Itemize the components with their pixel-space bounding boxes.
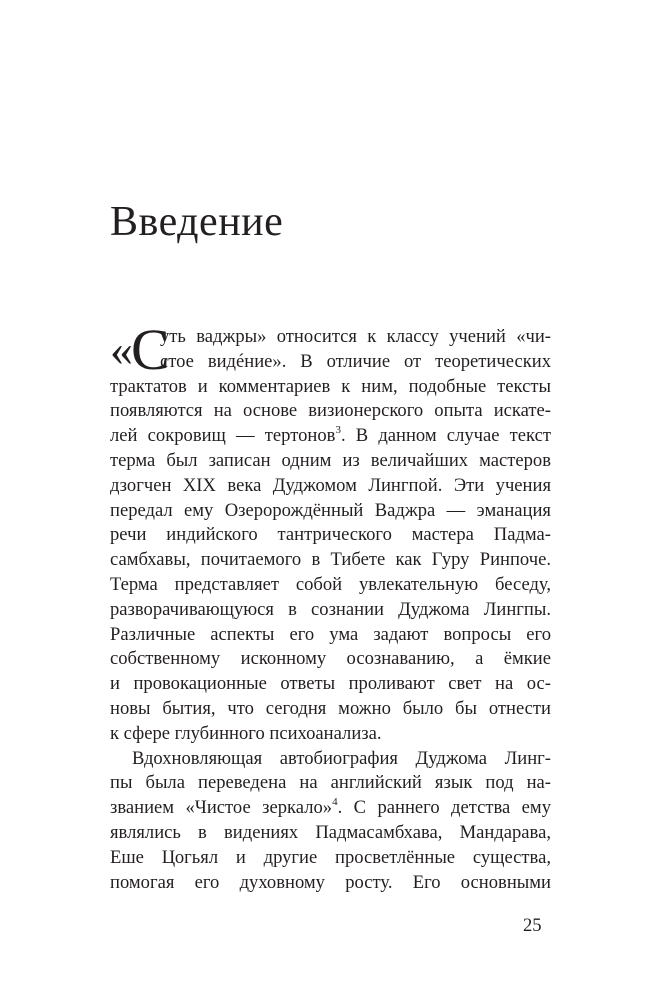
text-line: самбхавы, почитаемого в Тибете как Гуру Ринпоче. [110, 549, 551, 571]
text-line: и провокационные ответы проливают свет на ос- [110, 673, 551, 695]
text-line: Различные аспекты его ума задают вопросы его [110, 623, 551, 645]
page-number: 25 [523, 915, 542, 936]
footnote-marker: 4 [332, 796, 338, 809]
chapter-title: Введение [110, 199, 284, 245]
text-fragment: . С раннего детства ему [337, 797, 551, 819]
body-text [110, 325, 551, 895]
paragraph-1 [110, 325, 551, 747]
text-line: терма был записан одним из величайших мастеров [110, 449, 551, 471]
text-line: речи индийского тантрического мастера Падма- [110, 524, 551, 546]
drop-cap-letter: С [131, 317, 170, 382]
text-line: разворачивающуюся в сознании Дуджома Лингпы. [110, 598, 551, 620]
text-line: появляются на основе визионерского опыта искате- [110, 400, 551, 422]
text-line: Терма представляет собой увлекательную беседу, [110, 573, 551, 595]
drop-cap-quote: « [110, 324, 129, 375]
text-line: пы была переведена на английский язык под на- [110, 772, 551, 794]
text-line: стое видéние». В отличие от теоретических [160, 350, 551, 372]
text-line: являлись в видениях Падмасамбхава, Мандарава, [110, 821, 551, 843]
text-line: передал ему Озеророждённый Ваджра — эманация [110, 499, 551, 521]
footnote-marker: 3 [335, 424, 341, 437]
text-fragment: званием «Чистое зеркало» [110, 797, 333, 819]
text-line: помогая его духовному росту. Его основными [110, 871, 551, 893]
text-line: новы бытия, что сегодня можно было бы отнести [110, 697, 551, 719]
text-fragment: . В данном случае текст [340, 425, 551, 447]
text-line [110, 424, 551, 449]
text-line: к сфере глубинного психоанализа. [110, 722, 382, 744]
text-line: Вдохновляющая автобиография Дуджома Линг- [132, 747, 551, 769]
text-line: Еше Цогьял и другие просветлённые существа, [110, 846, 551, 868]
text-line: трактатов и комментариев к ним, подобные тексты [110, 375, 551, 397]
text-line [110, 796, 551, 821]
text-fragment: лей сокровищ — тертонов [110, 425, 336, 447]
text-line: собственному исконному осознаванию, а ёмкие [110, 648, 551, 670]
text-line: уть ваджры» относится к классу учений «чи- [160, 326, 551, 347]
paragraph-2 [110, 747, 551, 896]
text-line: дзогчен XIX века Дуджомом Лингпой. Эти учения [110, 474, 551, 496]
